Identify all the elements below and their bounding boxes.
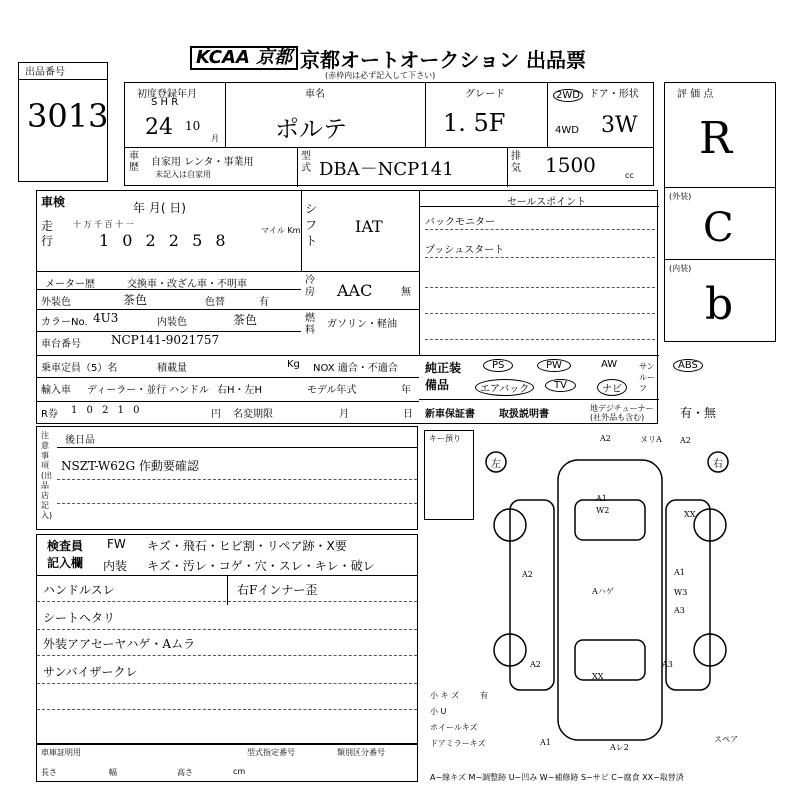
fuel-label: 燃料: [305, 313, 315, 336]
key-box: [424, 430, 474, 520]
inspector-int-label: 内装: [103, 559, 128, 573]
warranty: 新車保証書: [425, 409, 475, 420]
inspector-label: 検査員記入欄: [47, 539, 84, 570]
equip-ps: PS: [483, 359, 513, 372]
sales-label: セールスポイント: [507, 197, 587, 208]
color-label: 外装色: [41, 297, 71, 308]
footer-cm: cm: [233, 767, 246, 776]
mark-16: A1: [540, 738, 551, 747]
car-name: ポルテ: [275, 115, 347, 143]
mark-13: XX: [592, 672, 604, 681]
footer-box: [36, 744, 418, 782]
eval-label: 評 価 点: [677, 89, 714, 100]
form-title: 京都オートオークション 出品票: [300, 48, 586, 72]
shift-value: IAT: [355, 217, 383, 236]
import-handle: ハンドル: [169, 385, 209, 396]
remark-right: 右Fインナー歪: [237, 583, 318, 597]
int-color-value: 茶色: [233, 313, 258, 327]
eval-score: R: [699, 113, 733, 164]
nox: NOX 適合・不適合: [313, 363, 398, 374]
fuel-value: ガソリン・軽油: [327, 319, 397, 330]
import-label: 輸入車: [41, 385, 71, 396]
meter-value: 交換車・改ざん車・不明車: [127, 279, 247, 290]
int-label: (内装): [669, 264, 692, 273]
equip-tv: TV: [545, 379, 576, 392]
vehicle-info: [124, 82, 654, 186]
ac-none: 無: [401, 287, 411, 298]
mark-15: Aレ2: [610, 743, 629, 752]
recycle-value: 1 0 2 1 0: [71, 405, 143, 416]
footer-cert: 車庫証明用: [41, 748, 81, 757]
disp-unit: cc: [625, 171, 634, 180]
mark-6: XX: [684, 510, 696, 519]
footer-w: 幅: [109, 768, 117, 777]
footer-h: 高さ: [177, 768, 193, 777]
key-label: キー預り: [429, 434, 461, 443]
door-type: 3W: [601, 113, 638, 138]
footer-legend: A−線キズ M−調整跡 U−凹み W−補修跡 S−サビ C−腐食 XX−取替済: [430, 773, 684, 782]
color-value: 茶色: [123, 293, 148, 307]
history-text: 自家用 レンタ・事業用: [151, 157, 254, 168]
lot-label: 出品番号: [25, 67, 65, 78]
reg-label: 初度登録年月: [137, 89, 197, 100]
mark-1: A2: [600, 434, 611, 443]
equip-sunroof: サンルーフ: [639, 362, 655, 393]
detail-table: [36, 190, 698, 424]
later-label: 後日品: [65, 435, 95, 446]
model-label: 型式: [301, 151, 311, 174]
notes-label: 注意事項(出品店記入): [41, 431, 53, 520]
mark-2: ヌリA: [640, 435, 662, 444]
inspection-label: 車検: [41, 195, 66, 209]
car-name-label: 車名: [305, 89, 325, 100]
equip-navi: ナビ: [597, 379, 627, 396]
chassis-label: 車台番号: [41, 339, 81, 350]
diagram-spare: スペア: [714, 735, 738, 744]
logo: KCAA 京都: [190, 46, 298, 70]
mileage-digits: 十 万 千 百 十 一: [73, 220, 134, 229]
notes-box: [36, 426, 418, 530]
load-unit: Kg: [287, 359, 300, 370]
legend-small-2: 小 U: [430, 707, 447, 716]
remark-3: 外装アアセーヤハゲ・Aムラ: [43, 637, 196, 651]
history-label: 車歴: [129, 151, 139, 173]
deadline-day: 日: [403, 409, 413, 420]
digital-tuner: 地デジチューナー(社外品も含む): [590, 404, 654, 422]
evaluation-box: [664, 82, 776, 342]
mark-8: A1: [674, 568, 685, 577]
mark-12: A2: [530, 660, 541, 669]
mark-11: A3: [674, 606, 685, 615]
reg-month: 10: [185, 119, 201, 133]
repaint-yes: 有: [259, 297, 269, 308]
import-side: 右H・左H: [217, 385, 263, 396]
inspector-fw: FW: [107, 537, 126, 551]
deadline-month: 月: [339, 409, 349, 420]
notes-text: NSZT-W62G 作動要確認: [61, 459, 199, 473]
legend-yes: 有: [480, 691, 488, 700]
mark-4: A1: [596, 494, 607, 503]
chassis-value: NCP141-9021757: [111, 333, 220, 347]
repaint-label: 色替: [205, 297, 225, 308]
recycle-label: R券: [41, 409, 58, 420]
remark-2: シートヘタリ: [43, 611, 116, 625]
reg-month-unit: 月: [211, 134, 219, 143]
sales-item-2: プッシュスタート: [425, 245, 505, 256]
diagram-left: 左: [491, 459, 501, 470]
remark-1: ハンドルスレ: [43, 583, 115, 597]
shift-label: シフト: [305, 202, 318, 248]
inspector-int: キズ・汚レ・コゲ・穴・スレ・キレ・破レ: [147, 559, 375, 573]
load-label: 積載量: [157, 363, 187, 374]
capacity-label: 乗車定員（5）名: [41, 363, 118, 374]
colorno-label: カラーNo.: [41, 317, 88, 328]
mark-5: W2: [596, 506, 610, 515]
model-year-unit: 年: [401, 385, 411, 396]
mileage-label: 走行: [41, 219, 54, 248]
disp-label: 排気: [511, 151, 521, 174]
diagram-right: 右: [713, 459, 723, 470]
meter-label: メーター歴: [45, 279, 95, 290]
int-color-label: 内装色: [157, 317, 187, 328]
drive-4wd: 4WD: [555, 125, 579, 136]
mileage-unit: マイル Km: [261, 226, 301, 235]
legend-small-1: 小 キ ズ: [430, 691, 460, 700]
deadline-label: 名変期限: [233, 409, 273, 420]
legend-small-3: ホイールキズ: [430, 723, 478, 732]
ac-label: 冷房: [305, 275, 315, 298]
mileage-value: 1 0 2 2 5 8: [99, 231, 230, 250]
mark-14: A3: [662, 660, 673, 669]
equip-aw: AW: [601, 359, 618, 370]
equipment-label: 純正装備品: [425, 361, 462, 392]
equip-abs: ABS: [673, 359, 703, 372]
drive-2wd: 2WD: [553, 89, 583, 102]
ext-score: C: [703, 205, 734, 251]
form-note: (赤枠内は必ず記入して下さい): [325, 71, 436, 80]
int-score: b: [705, 279, 734, 330]
manual: 取扱説明書: [499, 409, 549, 420]
mark-3: A2: [680, 436, 691, 445]
lot-box: [18, 62, 108, 182]
car-diagram: [480, 440, 770, 760]
mark-10: W3: [674, 588, 688, 597]
mark-7: A2: [522, 570, 533, 579]
mark-9: Aハゲ: [592, 587, 614, 596]
footer-class: 類別区分番号: [337, 748, 385, 757]
inspector-box: [36, 534, 418, 744]
reg-era: S H R: [151, 97, 179, 108]
disp-value: 1500: [545, 153, 596, 177]
grade-label: グレード: [465, 89, 505, 100]
inspector-ext: キズ・飛石・ヒビ割・リペア跡・X要: [147, 539, 347, 553]
grade: 1. 5F: [443, 109, 506, 137]
sales-item-1: バックモニター: [425, 217, 495, 228]
docs-choice: 有・無: [680, 406, 717, 420]
legend-small-4: ドアミラーキズ: [430, 739, 486, 748]
reg-year: 24: [145, 115, 173, 140]
door-label: ドア・形状: [589, 89, 639, 100]
model-year: モデル年式: [307, 385, 357, 396]
colorno-value: 4U3: [93, 311, 119, 325]
equip-airbag: エアバック: [475, 379, 534, 396]
ac-value: AAC: [337, 281, 373, 300]
footer-name: 型式指定番号: [247, 748, 295, 757]
import-dealer: ディーラー・並行: [87, 385, 167, 396]
footer-l: 長さ: [41, 768, 57, 777]
equip-pw: PW: [537, 359, 571, 372]
ext-label: (外装): [669, 192, 692, 201]
history-sub: 未記入は自家用: [155, 170, 211, 179]
model-value: DBA－NCP141: [319, 159, 454, 180]
remark-4: サンバイザークレ: [43, 665, 138, 679]
lot-number: 3013: [27, 97, 109, 135]
inspection-date: 年 月( 日): [133, 201, 186, 215]
recycle-yen: 円: [211, 409, 221, 420]
